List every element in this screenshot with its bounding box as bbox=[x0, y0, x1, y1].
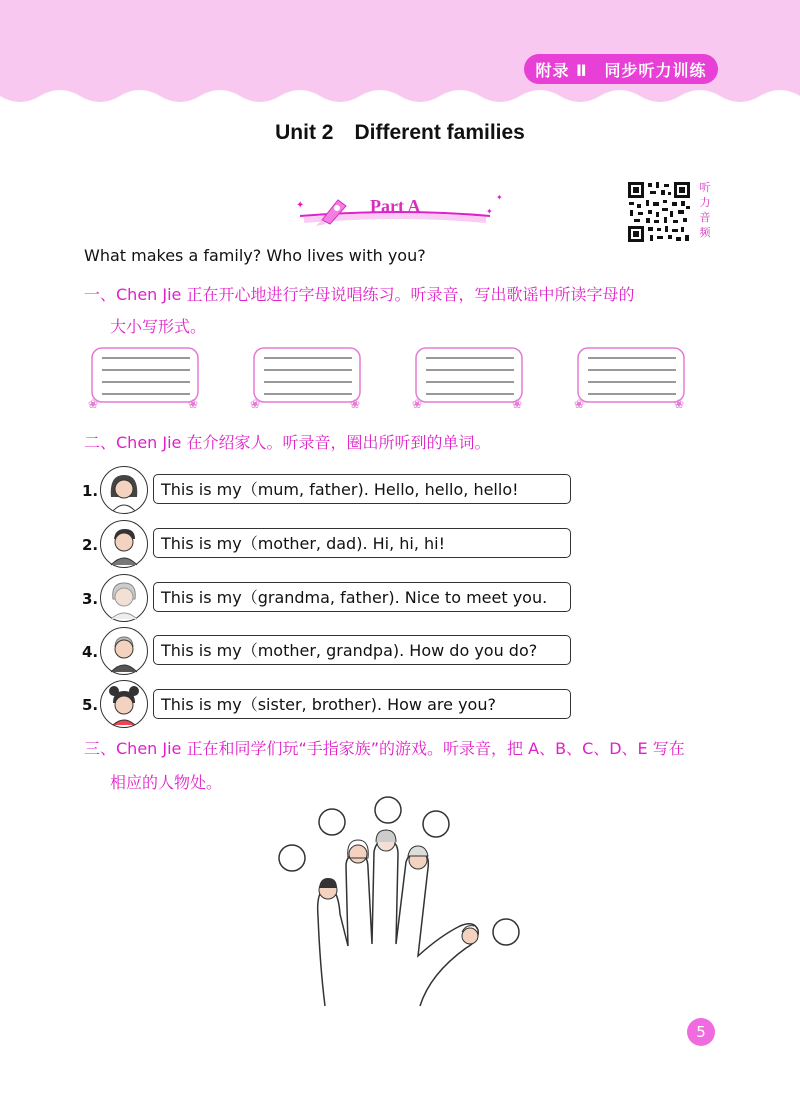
svg-text:✦: ✦ bbox=[496, 193, 503, 202]
letter-writing-box[interactable] bbox=[250, 346, 362, 412]
section3-instruction: 三、Chen Jie 正在和同学们玩“手指家族”的游戏。听录音，把 A、B、C、D、E 写在 bbox=[84, 739, 685, 758]
qr-caption-char: 力 bbox=[699, 196, 711, 209]
svg-text:❀: ❀ bbox=[674, 397, 685, 411]
section3-instruction-cont: 相应的人物处。 bbox=[110, 773, 223, 792]
sentence-box[interactable]: This is my（mum, father). Hello, hello, hello! bbox=[153, 474, 571, 504]
header-section-label: 附录 Ⅱ 同步听力训练 bbox=[524, 54, 718, 84]
qr-caption-char: 听 bbox=[699, 181, 711, 194]
finger-face-dad bbox=[319, 878, 337, 899]
sentence-box[interactable]: This is my（mother, grandpa). How do you do? bbox=[153, 635, 571, 665]
finger-face-grandma bbox=[376, 830, 396, 851]
unit-title: Unit 2 Different families bbox=[275, 121, 525, 144]
mum-portrait bbox=[100, 466, 148, 514]
answer-circle[interactable] bbox=[375, 797, 401, 823]
part-label: Part A bbox=[370, 196, 421, 216]
item-number: 1. bbox=[82, 482, 99, 500]
letter-writing-box[interactable] bbox=[88, 346, 200, 412]
qr-caption-char: 频 bbox=[699, 226, 711, 239]
grandpa-portrait bbox=[100, 627, 148, 675]
letter-writing-box[interactable] bbox=[412, 346, 524, 412]
dad-portrait bbox=[100, 520, 148, 568]
intro-question: What makes a family? Who lives with you? bbox=[84, 246, 426, 265]
answer-circle[interactable] bbox=[319, 809, 345, 835]
finger-face-grandpa bbox=[408, 846, 428, 869]
svg-text:❀: ❀ bbox=[412, 397, 423, 411]
section1-instruction: 一、Chen Jie 正在开心地进行字母说唱练习。听录音，写出歌谣中所读字母的 bbox=[84, 285, 635, 304]
finger-face-mum bbox=[348, 840, 369, 863]
item-number: 3. bbox=[82, 590, 99, 608]
svg-text:❀: ❀ bbox=[512, 397, 523, 411]
sentence-box[interactable]: This is my（sister, brother). How are you? bbox=[153, 689, 571, 719]
sentence-box[interactable]: This is my（mother, dad). Hi, hi, hi! bbox=[153, 528, 571, 558]
answer-circle[interactable] bbox=[493, 919, 519, 945]
answer-circle[interactable] bbox=[279, 845, 305, 871]
item-number: 4. bbox=[82, 643, 99, 661]
svg-text:❀: ❀ bbox=[350, 397, 361, 411]
svg-text:❀: ❀ bbox=[574, 397, 585, 411]
section2-instruction: 二、Chen Jie 在介绍家人。听录音，圈出所听到的单词。 bbox=[84, 433, 491, 452]
svg-text:✦: ✦ bbox=[486, 207, 493, 216]
item-number: 5. bbox=[82, 696, 99, 714]
letter-writing-box[interactable] bbox=[574, 346, 686, 412]
grandma-portrait bbox=[100, 574, 148, 622]
qr-caption bbox=[698, 180, 712, 240]
sister-portrait bbox=[100, 680, 148, 728]
section1-instruction-cont: 大小写形式。 bbox=[110, 317, 207, 336]
svg-text:❀: ❀ bbox=[250, 397, 261, 411]
page-number: 5 bbox=[687, 1018, 715, 1046]
qr-caption-char: 音 bbox=[699, 211, 711, 224]
qr-code-icon[interactable] bbox=[626, 180, 692, 244]
sentence-box[interactable]: This is my（grandma, father). Nice to meet you. bbox=[153, 582, 571, 612]
finger-family-hand bbox=[270, 796, 530, 1016]
svg-text:❀: ❀ bbox=[88, 397, 99, 411]
answer-circle[interactable] bbox=[423, 811, 449, 837]
svg-text:✦: ✦ bbox=[296, 200, 305, 211]
item-number: 2. bbox=[82, 536, 99, 554]
svg-text:❀: ❀ bbox=[188, 397, 199, 411]
